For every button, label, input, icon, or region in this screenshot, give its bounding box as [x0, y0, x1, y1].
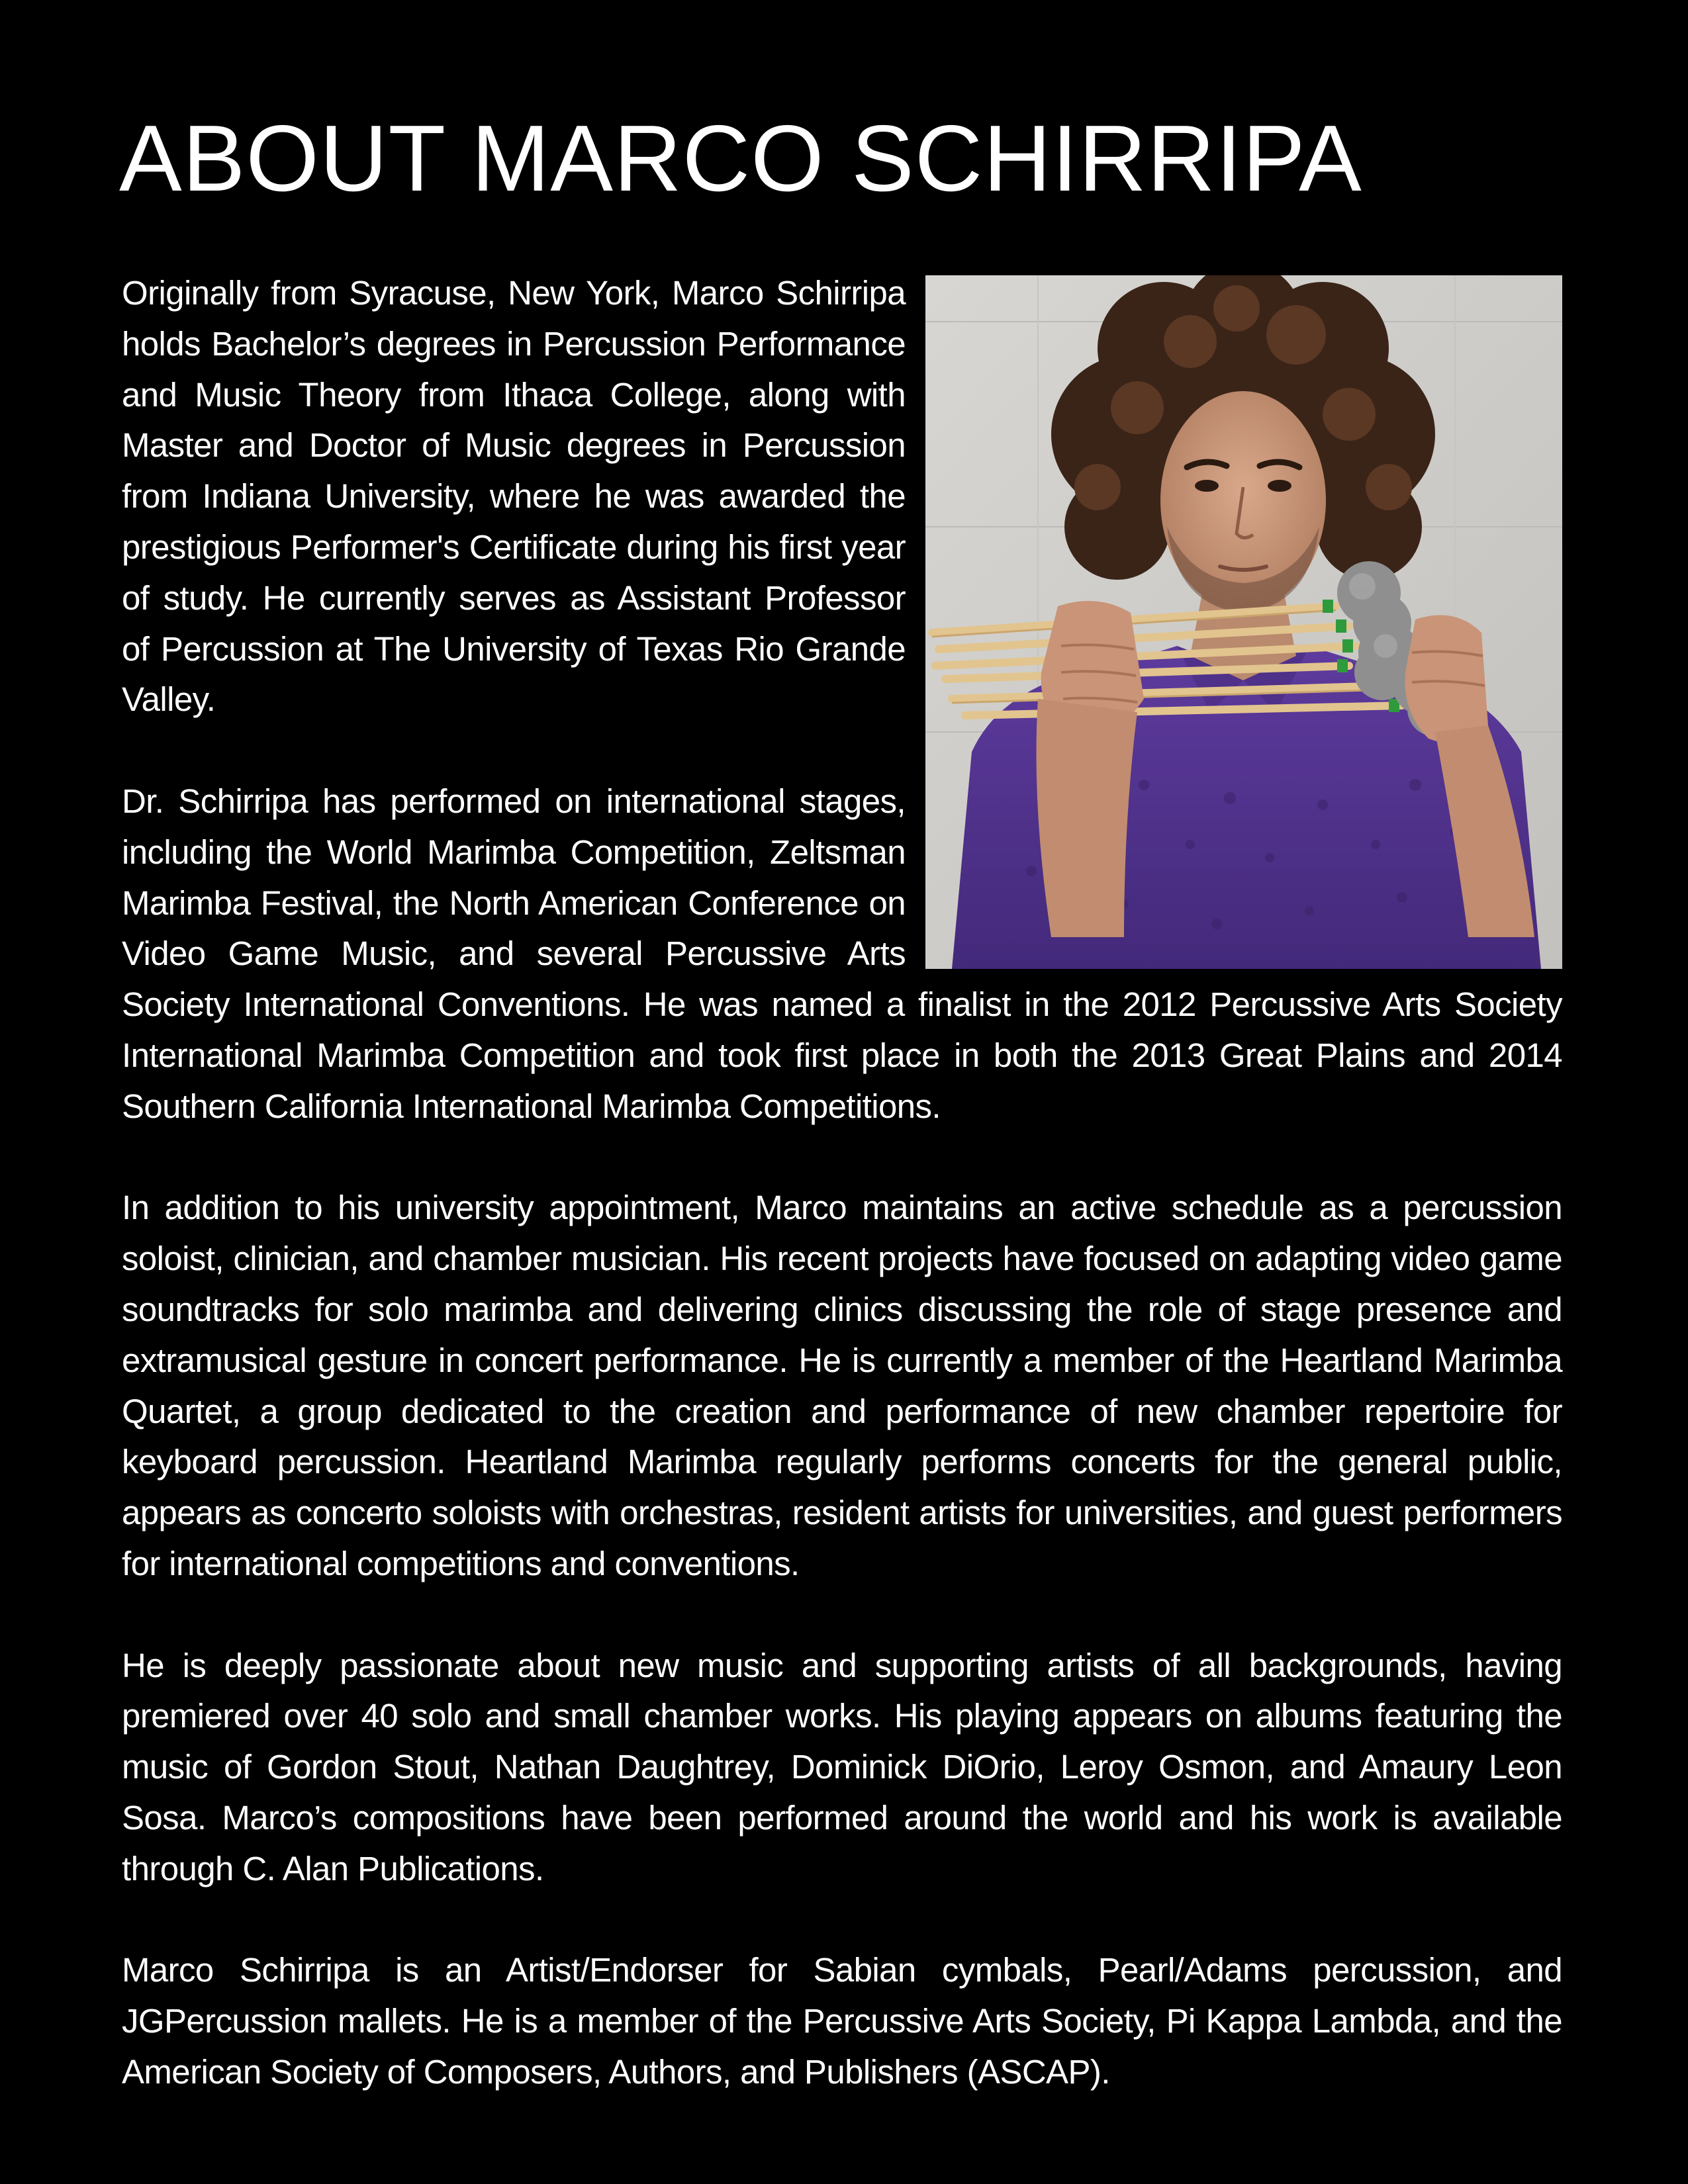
bio-text [122, 268, 1562, 2098]
bio-paragraph-career: In addition to his university appointment, Marco maintains an active schedule as a percussion soloist, clinician, and chamber musician. His recent projects have focused on adapting video game soundtracks for solo marimba and delivering clinics discussing the role of stage presence and extramusical gesture in concert performance. He is currently a member of the Heartland Marimba Quartet, a group dedicated to the creation and performance of new chamber repertoire for keyboard percussion. Heartland Marimba regularly performs concerts for the general public, appears as concerto soloists with orchestras, resident artists for universities, and guest performers for international competitions and conventions. [122, 1189, 1562, 1582]
portrait-photo [925, 275, 1562, 969]
page-title: ABOUT MARCO SCHIRRIPA [119, 106, 1362, 211]
bio-paragraph-education: Originally from Syracuse, New York, Marco Schirripa holds Bachelor’s degrees in Percussion Performance and Music Theory from Ithaca College, along with Master and Doctor of Music degrees in Percussion from Indiana University, where he was awarded the prestigious Performer's Certificate during his first year of study. He currently serves as Assistant Professor of Percussion at The University of Texas Rio Grande Valley. [122, 274, 906, 719]
bio-paragraph-endorsements: Marco Schirripa is an Artist/Endorser for Sabian cymbals, Pearl/Adams percussion, and JGPercussion mallets. He is a member of the Percussive Arts Society, Pi Kappa Lambda, and the American Society of Composers, Authors, and Publishers (ASCAP). [122, 1951, 1562, 2091]
bio-paragraph-new-music: He is deeply passionate about new music and supporting artists of all backgrounds, having premiered over 40 solo and small chamber works. His playing appears on albums featuring the music of Gordon Stout, Nathan Daughtrey, Dominick DiOrio, Leroy Osmon, and Amaury Leon Sosa. Marco’s compositions have been performed around the world and his work is available through C. Alan Publications. [122, 1646, 1562, 1888]
bio-paragraph-performances: Dr. Schirripa has performed on international stages, including the World Marimba Competition, Zeltsman Marimba Festival, the North American Conference on Video Game Music, and several Percussive Arts Society International Conventions. He was named a finalist in the 2012 Percussive Arts Society International Marimba Competition and took first place in both the 2013 Great Plains and 2014 Southern California International Marimba Competitions. [122, 782, 1562, 1125]
